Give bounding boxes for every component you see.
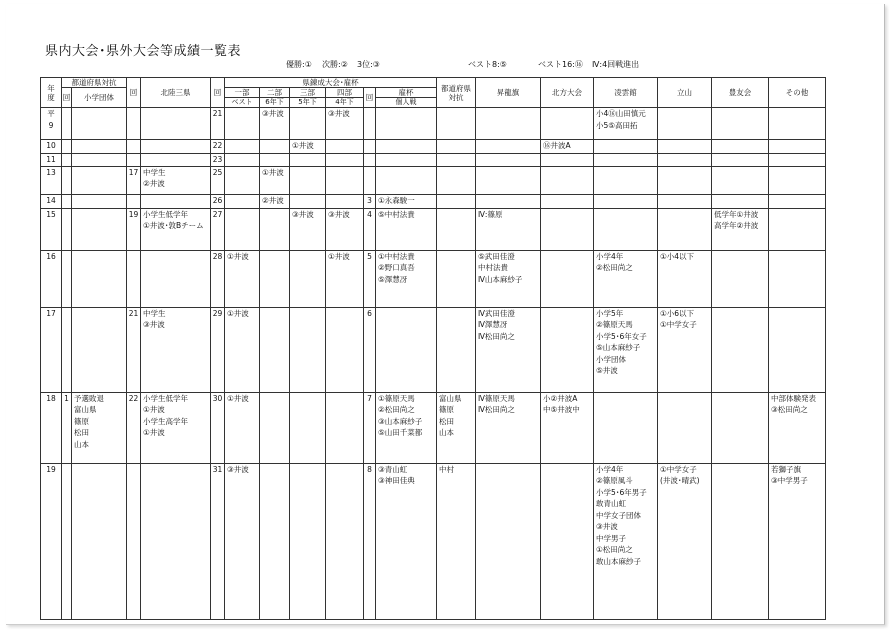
header-ryounkan: 凌雲館 xyxy=(594,78,658,108)
kai-cell: 1 xyxy=(62,392,72,463)
yatoi-kai-cell: 8 xyxy=(364,463,376,619)
hokuriku-cell: 中学生 ②井波 xyxy=(141,166,211,194)
other-cell xyxy=(769,140,826,154)
other-cell xyxy=(769,194,826,208)
todofuken-cell xyxy=(437,154,476,167)
shogaku-dantai-cell xyxy=(72,194,127,208)
shoryuki-cell: Ⅳ武田佳澄 Ⅳ澤慧冴 Ⅳ松田尚之 xyxy=(476,307,541,392)
year-cell: 16 xyxy=(41,250,62,307)
year-cell: 10 xyxy=(41,140,62,154)
yatoi-kai-cell: 4 xyxy=(364,208,376,250)
hoppo-cell xyxy=(541,194,594,208)
hoyukai-cell xyxy=(712,108,769,140)
hokuriku-kai-cell: 17 xyxy=(127,166,141,194)
hokuriku-kai-cell xyxy=(127,154,141,167)
header-bu1: 一部 xyxy=(225,88,260,98)
shogaku-dantai-cell xyxy=(72,463,127,619)
yatoi-kojin-cell: ③青山虹 ③神田佳典 xyxy=(376,463,437,619)
bu1-cell: ①井波 xyxy=(225,307,260,392)
bu2-cell xyxy=(260,392,290,463)
header-yatoi: 雇杯 xyxy=(376,88,437,98)
other-cell xyxy=(769,208,826,250)
shogaku-dantai-cell: 予選敗退 富山県 篠原 松田 山本 xyxy=(72,392,127,463)
yatoi-kai-cell xyxy=(364,108,376,140)
yatoi-kai-cell xyxy=(364,140,376,154)
legend-best16: ベスト16:⑯ xyxy=(538,60,583,69)
header-hoyukai: 豊友会 xyxy=(712,78,769,108)
yatoi-kai-cell: 7 xyxy=(364,392,376,463)
bu3-cell xyxy=(290,108,326,140)
shogaku-dantai-cell xyxy=(72,154,127,167)
hoppo-cell xyxy=(541,250,594,307)
tateyama-cell: ①中学女子 (井波･晴武) xyxy=(658,463,712,619)
hokuriku-cell xyxy=(141,250,211,307)
header-tateyama: 立山 xyxy=(658,78,712,108)
bu2-cell xyxy=(260,208,290,250)
ryounkan-cell xyxy=(594,208,658,250)
header-kenren-kai: 回 xyxy=(211,78,225,108)
bu3-cell xyxy=(290,463,326,619)
yatoi-kai-cell xyxy=(364,166,376,194)
hoyukai-cell xyxy=(712,166,769,194)
header-bu3-sub: 5年下 xyxy=(290,98,326,108)
bu3-cell: ③井波 xyxy=(290,208,326,250)
hokuriku-cell xyxy=(141,140,211,154)
hokuriku-kai-cell xyxy=(127,194,141,208)
table-body xyxy=(41,108,826,620)
shoryuki-cell xyxy=(476,463,541,619)
todofuken-cell xyxy=(437,307,476,392)
bu3-cell: ①井波 xyxy=(290,140,326,154)
bu4-cell: ①井波 xyxy=(326,250,364,307)
hokuriku-kai-cell xyxy=(127,463,141,619)
hokuriku-kai-cell: 22 xyxy=(127,392,141,463)
bu3-cell xyxy=(290,307,326,392)
todofuken-cell xyxy=(437,108,476,140)
tateyama-cell xyxy=(658,166,712,194)
bu1-cell: ①井波 xyxy=(225,392,260,463)
header-shogaku-dantai: 小学団体 xyxy=(72,88,127,108)
table-row xyxy=(41,392,826,463)
ryounkan-cell: 小学4年 ②松田尚之 xyxy=(594,250,658,307)
yatoi-kai-cell: 3 xyxy=(364,194,376,208)
yatoi-kojin-cell xyxy=(376,154,437,167)
yatoi-kojin-cell: ①中村法貴 ②野口真吾 ⑤澤慧冴 xyxy=(376,250,437,307)
todofuken-cell xyxy=(437,208,476,250)
tateyama-cell xyxy=(658,208,712,250)
header-yatoi-kai: 回 xyxy=(364,88,376,108)
yatoi-kojin-cell: ①永森駿一 xyxy=(376,194,437,208)
tateyama-cell: ①小6以下 ①中学女子 xyxy=(658,307,712,392)
yatoi-kojin-cell: ①篠原天馬 ②松田尚之 ③山本麻紗子 ⑤山田千菜都 xyxy=(376,392,437,463)
page-title: 県内大会･県外大会等成績一覧表 xyxy=(45,44,242,59)
header-bu3: 三部 xyxy=(290,88,326,98)
other-cell xyxy=(769,154,826,167)
todofuken-cell xyxy=(437,194,476,208)
ryounkan-cell xyxy=(594,194,658,208)
kai-cell xyxy=(62,463,72,619)
results-table xyxy=(40,77,826,620)
table-row xyxy=(41,154,826,167)
kenren-kai-cell: 22 xyxy=(211,140,225,154)
header-hoppo: 北方大会 xyxy=(541,78,594,108)
kenren-kai-cell: 21 xyxy=(211,108,225,140)
kenren-kai-cell: 27 xyxy=(211,208,225,250)
shoryuki-cell xyxy=(476,166,541,194)
yatoi-kojin-cell xyxy=(376,140,437,154)
other-cell xyxy=(769,250,826,307)
hoyukai-cell xyxy=(712,154,769,167)
bu1-cell xyxy=(225,194,260,208)
kai-cell xyxy=(62,140,72,154)
hoyukai-cell xyxy=(712,250,769,307)
yatoi-kojin-cell: ⑤中村法貴 xyxy=(376,208,437,250)
table-row xyxy=(41,194,826,208)
tateyama-cell: ①小4以下 xyxy=(658,250,712,307)
bu3-cell xyxy=(290,194,326,208)
bu2-cell xyxy=(260,140,290,154)
header-shoryuki: 昇龍旗 xyxy=(476,78,541,108)
hokuriku-kai-cell xyxy=(127,250,141,307)
table-row xyxy=(41,108,826,140)
kai-cell xyxy=(62,166,72,194)
bu2-cell: ③井波 xyxy=(260,108,290,140)
year-cell: 18 xyxy=(41,392,62,463)
kenren-kai-cell: 30 xyxy=(211,392,225,463)
header-hokuriku-kai: 回 xyxy=(127,78,141,108)
ryounkan-cell xyxy=(594,166,658,194)
bu1-cell: ①井波 xyxy=(225,250,260,307)
header-todofuken-taiko: 都道府県対抗 xyxy=(62,78,127,88)
kai-cell xyxy=(62,194,72,208)
hoyukai-cell xyxy=(712,140,769,154)
kenren-kai-cell: 28 xyxy=(211,250,225,307)
other-cell xyxy=(769,166,826,194)
bu3-cell xyxy=(290,250,326,307)
tateyama-cell xyxy=(658,140,712,154)
year-cell: 11 xyxy=(41,154,62,167)
hokuriku-cell: 中学生 ③井波 xyxy=(141,307,211,392)
hokuriku-kai-cell xyxy=(127,140,141,154)
bu2-cell xyxy=(260,463,290,619)
yatoi-kojin-cell xyxy=(376,307,437,392)
bu2-cell xyxy=(260,250,290,307)
header-year: 年 度 xyxy=(41,78,62,108)
tateyama-cell xyxy=(658,154,712,167)
kai-cell xyxy=(62,250,72,307)
kai-cell xyxy=(62,154,72,167)
hoyukai-cell xyxy=(712,392,769,463)
bu4-cell xyxy=(326,194,364,208)
ryounkan-cell: 小4⑯山田慎元 小5⑤高田拓 xyxy=(594,108,658,140)
shoryuki-cell: Ⅳ篠原天馬 Ⅳ松田尚之 xyxy=(476,392,541,463)
tateyama-cell xyxy=(658,108,712,140)
todofuken-cell xyxy=(437,250,476,307)
header-bu2-sub: 6年下 xyxy=(260,98,290,108)
hokuriku-cell xyxy=(141,108,211,140)
bu2-cell xyxy=(260,307,290,392)
shoryuki-cell xyxy=(476,140,541,154)
shoryuki-cell: Ⅳ:篠原 xyxy=(476,208,541,250)
bu1-cell: ③井波 xyxy=(225,463,260,619)
header-kenren: 県錬成大会･雇杯 xyxy=(225,78,437,88)
shogaku-dantai-cell xyxy=(72,166,127,194)
table-row xyxy=(41,208,826,250)
hoppo-cell: 小②井波A 中⑤井波中 xyxy=(541,392,594,463)
hokuriku-kai-cell: 19 xyxy=(127,208,141,250)
other-cell: 若獅子旗 ③中学男子 xyxy=(769,463,826,619)
shoryuki-cell xyxy=(476,194,541,208)
shogaku-dantai-cell xyxy=(72,208,127,250)
kenren-kai-cell: 25 xyxy=(211,166,225,194)
table-row xyxy=(41,463,826,619)
hoppo-cell xyxy=(541,307,594,392)
hoyukai-cell xyxy=(712,307,769,392)
bu3-cell xyxy=(290,166,326,194)
bu1-cell xyxy=(225,154,260,167)
year-cell: 平 9 xyxy=(41,108,62,140)
bu2-cell xyxy=(260,154,290,167)
ryounkan-cell: 小学5年 ②篠原天馬 小学5･6年女子 ⑤山本麻紗子 小学団体 ⑤井波 xyxy=(594,307,658,392)
shoryuki-cell xyxy=(476,108,541,140)
header-other: その他 xyxy=(769,78,826,108)
legend-best8: ベスト8:⑤ xyxy=(468,60,507,69)
kenren-kai-cell: 26 xyxy=(211,194,225,208)
year-cell: 19 xyxy=(41,463,62,619)
bu1-cell xyxy=(225,166,260,194)
header-bu4: 四部 xyxy=(326,88,364,98)
hoppo-cell xyxy=(541,154,594,167)
bu4-cell: ③井波 xyxy=(326,108,364,140)
ryounkan-cell xyxy=(594,392,658,463)
table-row xyxy=(41,250,826,307)
todofuken-cell xyxy=(437,166,476,194)
bu4-cell xyxy=(326,463,364,619)
kai-cell xyxy=(62,307,72,392)
header-kai: 回 xyxy=(62,88,72,108)
hokuriku-cell xyxy=(141,463,211,619)
bu2-cell: ①井波 xyxy=(260,166,290,194)
tateyama-cell xyxy=(658,194,712,208)
hoppo-cell: ⑯井波A xyxy=(541,140,594,154)
yatoi-kai-cell: 5 xyxy=(364,250,376,307)
legend-third: 3位:③ xyxy=(357,60,380,69)
header-bu4-sub: 4年下 xyxy=(326,98,364,108)
bu3-cell xyxy=(290,154,326,167)
hoppo-cell xyxy=(541,166,594,194)
legend-round4: Ⅳ:4回戦進出 xyxy=(592,60,640,69)
hokuriku-cell: 小学生低学年 ①井波 小学生高学年 ①井波 xyxy=(141,392,211,463)
legend-winner: 優勝:① xyxy=(286,60,312,69)
shogaku-dantai-cell xyxy=(72,307,127,392)
other-cell xyxy=(769,108,826,140)
ryounkan-cell: 小学4年 ②篠原風斗 小学5･6年男子 敢青山虹 中学女子団体 ③井波 中学男子 ①松田尚之 敢山本麻紗子 xyxy=(594,463,658,619)
other-cell: 中部体験発表 ③松田尚之 xyxy=(769,392,826,463)
year-cell: 13 xyxy=(41,166,62,194)
yatoi-kojin-cell xyxy=(376,166,437,194)
todofuken-cell xyxy=(437,140,476,154)
shoryuki-cell: ⑤武田佳澄 中村法貴 Ⅳ山本麻紗子 xyxy=(476,250,541,307)
other-cell xyxy=(769,307,826,392)
bu4-cell xyxy=(326,307,364,392)
kenren-kai-cell: 31 xyxy=(211,463,225,619)
year-cell: 17 xyxy=(41,307,62,392)
bu1-cell xyxy=(225,108,260,140)
hoyukai-cell xyxy=(712,194,769,208)
header-yatoi-sub: 個人戦 xyxy=(376,98,437,108)
bu1-cell xyxy=(225,208,260,250)
bu2-cell: ②井波 xyxy=(260,194,290,208)
ryounkan-cell xyxy=(594,140,658,154)
year-cell: 14 xyxy=(41,194,62,208)
hokuriku-cell xyxy=(141,194,211,208)
shogaku-dantai-cell xyxy=(72,108,127,140)
kenren-kai-cell: 23 xyxy=(211,154,225,167)
table-row xyxy=(41,140,826,154)
hoppo-cell xyxy=(541,208,594,250)
bu4-cell xyxy=(326,154,364,167)
shogaku-dantai-cell xyxy=(72,140,127,154)
bu4-cell xyxy=(326,166,364,194)
hoyukai-cell: 低学年①井波 高学年②井波 xyxy=(712,208,769,250)
hokuriku-cell: 小学生低学年 ①井波･敦Bチーム xyxy=(141,208,211,250)
hoyukai-cell xyxy=(712,463,769,619)
hokuriku-kai-cell xyxy=(127,108,141,140)
bu1-cell xyxy=(225,140,260,154)
table-row xyxy=(41,307,826,392)
hoppo-cell xyxy=(541,108,594,140)
yatoi-kai-cell: 6 xyxy=(364,307,376,392)
kenren-kai-cell: 29 xyxy=(211,307,225,392)
header-hokuriku: 北陸三県 xyxy=(141,78,211,108)
header-todofuken2: 都道府県 対抗 xyxy=(437,78,476,108)
hoppo-cell xyxy=(541,463,594,619)
kai-cell xyxy=(62,108,72,140)
shogaku-dantai-cell xyxy=(72,250,127,307)
kai-cell xyxy=(62,208,72,250)
header-bu1-sub: ベスト xyxy=(225,98,260,108)
bu3-cell xyxy=(290,392,326,463)
todofuken-cell: 中村 xyxy=(437,463,476,619)
year-cell: 15 xyxy=(41,208,62,250)
bu4-cell xyxy=(326,392,364,463)
header-bu2: 二部 xyxy=(260,88,290,98)
table-row xyxy=(41,166,826,194)
yatoi-kai-cell xyxy=(364,154,376,167)
ryounkan-cell xyxy=(594,154,658,167)
bu4-cell xyxy=(326,140,364,154)
shoryuki-cell xyxy=(476,154,541,167)
hokuriku-kai-cell: 21 xyxy=(127,307,141,392)
tateyama-cell xyxy=(658,392,712,463)
todofuken-cell: 富山県 篠原 松田 山本 xyxy=(437,392,476,463)
yatoi-kojin-cell xyxy=(376,108,437,140)
legend-second: 次勝:② xyxy=(322,60,348,69)
hokuriku-cell xyxy=(141,154,211,167)
bu4-cell: ③井波 xyxy=(326,208,364,250)
